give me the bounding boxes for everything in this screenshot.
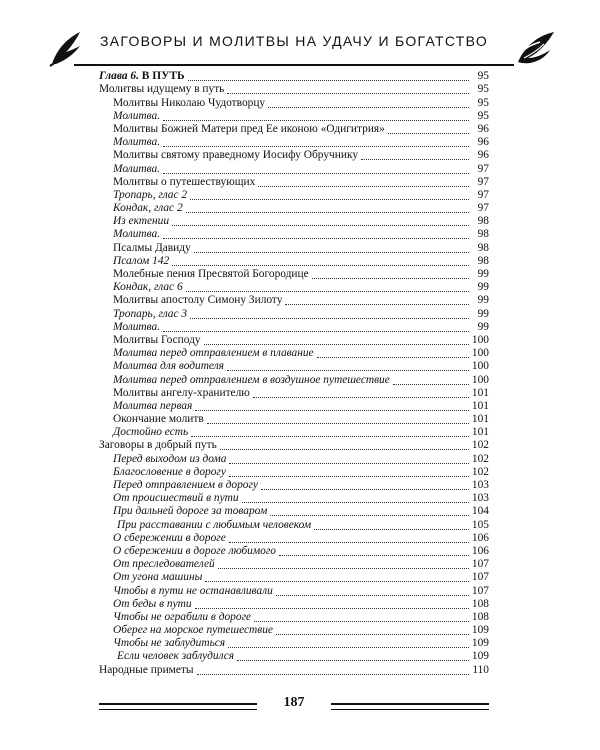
toc-entry	[99, 176, 489, 189]
dot-leader	[276, 624, 469, 635]
dot-leader	[172, 255, 469, 266]
dot-leader	[205, 571, 469, 582]
toc-entry	[99, 83, 489, 96]
toc-page-number: 106	[471, 531, 489, 544]
toc-entry-title: Тропарь, глас 2	[113, 188, 188, 201]
toc-entry	[99, 373, 489, 386]
header-rule	[74, 64, 514, 66]
toc-entry-title: Молитвы идущему в путь	[99, 83, 225, 96]
toc-entry-title: Молитва перед отправлением в плавание	[113, 347, 314, 360]
toc-entry-title: Молитвы Николаю Чудотворцу	[113, 96, 266, 109]
dot-leader	[163, 321, 469, 332]
toc-page-number: 109	[471, 650, 489, 663]
toc-entry	[99, 624, 489, 637]
toc-entry-title: Молитва.	[113, 320, 161, 333]
page-footer	[99, 690, 489, 720]
footer-rule-right	[331, 703, 489, 710]
dot-leader	[388, 123, 469, 134]
toc-page-number: 99	[477, 268, 489, 280]
toc-page-number: 99	[477, 294, 489, 307]
toc-page-number: 95	[477, 109, 489, 122]
toc-entry-title: Заговоры в добрый путь	[99, 439, 217, 452]
toc-entry-title: Оберег на морское путешествие	[113, 624, 273, 637]
dot-leader	[220, 439, 469, 450]
toc-page-number: 99	[477, 320, 489, 333]
dot-leader	[261, 479, 469, 490]
toc-entry	[99, 360, 489, 373]
toc-entry	[99, 202, 489, 215]
toc-entry-title: Чтобы не заблудиться	[113, 637, 226, 650]
toc-page-number: 107	[471, 558, 489, 571]
toc-entry-title: Кондак, глас 2	[113, 202, 183, 215]
toc-entry-title: Перед выходом из дома	[113, 452, 227, 465]
toc-entry	[99, 663, 489, 676]
toc-page-number: 97	[477, 175, 489, 188]
dot-leader	[227, 360, 469, 371]
toc-entry-title: Тропарь, глас 3	[113, 307, 188, 320]
toc-entry-title: Молитвы ангелу-хранителю	[113, 386, 250, 399]
toc-page-number: 101	[471, 399, 489, 412]
toc-page-number: 96	[477, 149, 489, 162]
toc-page-number: 98	[477, 241, 489, 254]
toc-page-number: 102	[471, 465, 489, 478]
toc-entry	[99, 611, 489, 624]
table-of-contents	[99, 70, 489, 677]
toc-entry-title: О сбережении в дороге	[113, 531, 226, 544]
toc-entry-title: Молитва первая	[113, 399, 193, 412]
dot-leader	[312, 268, 469, 279]
dot-leader	[207, 413, 469, 424]
toc-page-number: 98	[477, 215, 489, 228]
toc-page-number: 110	[472, 663, 489, 676]
chapter-label: Глава 6.	[99, 70, 139, 83]
toc-entry	[99, 255, 489, 268]
toc-entry	[99, 650, 489, 663]
toc-page-number: 100	[471, 333, 489, 346]
toc-entry	[99, 413, 489, 426]
toc-entry-title: Молитвы апостолу Симону Зилоту	[113, 294, 283, 307]
toc-page-number: 104	[471, 505, 489, 518]
toc-page-number: 100	[471, 373, 489, 386]
toc-entry	[99, 136, 489, 149]
toc-entry-title: Молитва.	[113, 136, 161, 149]
dot-leader	[190, 308, 469, 319]
toc-entry-title: Молитвы о путешествующих	[113, 175, 256, 188]
toc-entry	[99, 241, 489, 254]
toc-entry	[99, 637, 489, 650]
toc-entry	[99, 228, 489, 241]
toc-page-number: 109	[471, 637, 489, 650]
dot-leader	[254, 611, 469, 622]
dot-leader	[285, 294, 469, 305]
toc-page-number: 102	[471, 439, 489, 452]
dot-leader	[258, 176, 469, 187]
toc-entry-title: Достойно есть	[113, 426, 189, 439]
toc-page-number: 102	[471, 452, 489, 465]
toc-page-number: 95	[477, 70, 489, 83]
toc-page-number: 99	[477, 281, 489, 294]
toc-entry	[99, 347, 489, 360]
toc-page-number: 101	[471, 386, 489, 399]
toc-page-number: 97	[477, 162, 489, 175]
dot-leader	[279, 545, 469, 556]
toc-entry-title: Псалмы Давиду	[113, 241, 191, 254]
toc-entry	[99, 334, 489, 347]
toc-page-number: 96	[477, 122, 489, 135]
toc-entry-title: Молитва.	[113, 109, 161, 122]
toc-page-number: 97	[477, 202, 489, 215]
toc-entry-title: От беды в пути	[113, 597, 192, 610]
toc-page-number: 95	[477, 83, 489, 96]
header-title: ЗАГОВОРЫ И МОЛИТВЫ НА УДАЧУ И БОГАТСТВО	[99, 33, 489, 49]
toc-page-number: 103	[471, 479, 489, 491]
toc-entry-title: От происшествий в пути	[113, 492, 239, 505]
toc-page-number: 109	[471, 624, 489, 637]
dot-leader	[317, 347, 469, 358]
toc-entry	[99, 426, 489, 439]
dot-leader	[172, 215, 469, 226]
toc-entry-title: Чтобы не ограбили в дороге	[113, 610, 252, 623]
dot-leader	[163, 110, 469, 121]
toc-entry	[99, 400, 489, 413]
toc-page-number: 106	[471, 544, 489, 557]
toc-entry-title: Молитвы Божией Матери пред Ее иконою «Одигитрия»	[113, 122, 385, 135]
toc-entry-title: Из ектении	[113, 215, 170, 228]
dot-leader	[218, 558, 469, 569]
leaf-flourish-icon	[514, 28, 558, 68]
toc-page-number: 95	[477, 96, 489, 109]
running-header	[74, 26, 514, 68]
toc-entry-title: Если человек заблудился	[117, 650, 235, 663]
toc-entry	[99, 215, 489, 228]
dot-leader	[361, 149, 469, 160]
toc-entry	[99, 545, 489, 558]
toc-entry-title: От преследователей	[113, 558, 215, 571]
chapter-title: В ПУТЬ	[141, 70, 185, 83]
toc-entry	[99, 518, 489, 531]
toc-page-number: 100	[471, 360, 489, 373]
dot-leader	[229, 466, 469, 477]
toc-page-number: 103	[471, 492, 489, 505]
toc-entry-title: Окончание молитв	[113, 413, 204, 426]
toc-entry	[99, 532, 489, 545]
toc-entry	[99, 110, 489, 123]
toc-entry-title: Перед отправлением в дорогу	[113, 479, 258, 491]
toc-entry	[99, 281, 489, 294]
toc-entry	[99, 307, 489, 320]
dot-leader	[227, 83, 469, 94]
toc-entry	[99, 294, 489, 307]
toc-page-number: 108	[471, 610, 489, 623]
toc-page-number: 107	[471, 584, 489, 597]
dot-leader	[276, 585, 469, 596]
dot-leader	[163, 163, 469, 174]
dot-leader	[194, 242, 469, 253]
toc-entry-title: Молитва перед отправлением в воздушное путешествие	[113, 373, 390, 386]
toc-page-number: 97	[477, 188, 489, 201]
toc-entry-title: Псалом 142	[113, 254, 170, 267]
dot-leader	[229, 453, 469, 464]
toc-entry	[99, 123, 489, 136]
toc-entry	[99, 466, 489, 479]
toc-entry	[99, 268, 489, 281]
toc-entry	[99, 96, 489, 109]
toc-entry-title	[99, 70, 185, 83]
toc-entry-title: Молитва.	[113, 162, 161, 175]
toc-entry	[99, 321, 489, 334]
toc-page-number: 96	[477, 136, 489, 149]
toc-page-number: 100	[471, 347, 489, 360]
toc-page-number: 98	[477, 254, 489, 267]
toc-entry-title: Молебные пения Пресвятой Богородице	[113, 268, 309, 280]
toc-entry-title: При дальней дороге за товаром	[113, 505, 268, 518]
dot-leader	[270, 505, 469, 516]
dot-leader	[229, 532, 469, 543]
dot-leader	[204, 334, 469, 345]
toc-page-number: 98	[477, 228, 489, 241]
toc-entry	[99, 162, 489, 175]
toc-entry-title: Чтобы в пути не останавливали	[113, 584, 273, 597]
toc-entry	[99, 571, 489, 584]
toc-entry-title: Молитвы Господу	[113, 333, 201, 346]
toc-chapter-heading	[99, 70, 489, 83]
toc-page-number: 99	[477, 307, 489, 320]
toc-entry-title: Молитва.	[113, 228, 161, 241]
toc-entry	[99, 189, 489, 202]
dot-leader	[237, 650, 469, 661]
dot-leader	[242, 492, 469, 503]
page-number: 187	[283, 695, 305, 710]
toc-entry-title: При расставании с любимым человеком	[117, 518, 312, 531]
toc-page-number: 108	[471, 597, 489, 610]
toc-entry	[99, 452, 489, 465]
dot-leader	[191, 426, 469, 437]
toc-entry-title: Молитвы святому праведному Иосифу Обручнику	[113, 149, 359, 162]
toc-entry	[99, 492, 489, 505]
toc-entry	[99, 584, 489, 597]
toc-entry-title: Кондак, глас 6	[113, 281, 183, 294]
dot-leader	[195, 598, 469, 609]
toc-entry	[99, 479, 489, 492]
dot-leader	[314, 519, 469, 530]
toc-entry	[99, 439, 489, 452]
dot-leader	[163, 228, 469, 239]
dot-leader	[186, 281, 469, 292]
toc-entry	[99, 505, 489, 518]
toc-entry	[99, 558, 489, 571]
toc-page-number: 105	[471, 518, 489, 531]
toc-entry-title: Народные приметы	[99, 663, 194, 676]
toc-page-number: 107	[471, 571, 489, 584]
dot-leader	[253, 387, 469, 398]
dot-leader	[195, 400, 469, 411]
toc-page-number: 101	[471, 426, 489, 439]
toc-entry-title: Благословение в дорогу	[113, 465, 226, 478]
toc-entry	[99, 387, 489, 400]
dot-leader	[268, 97, 469, 108]
dot-leader	[190, 189, 469, 200]
dot-leader	[197, 664, 469, 675]
toc-entry-title: О сбережении в дороге любимого	[113, 544, 276, 557]
toc-entry-title: Молитва для водителя	[113, 360, 224, 373]
toc-entry	[99, 598, 489, 611]
dot-leader	[188, 70, 469, 81]
dot-leader	[393, 374, 469, 385]
dot-leader	[163, 136, 469, 147]
toc-page-number: 101	[471, 413, 489, 426]
dot-leader	[186, 202, 469, 213]
dot-leader	[228, 637, 469, 648]
toc-entry-title: От угона машины	[113, 571, 203, 584]
toc-entry	[99, 149, 489, 162]
